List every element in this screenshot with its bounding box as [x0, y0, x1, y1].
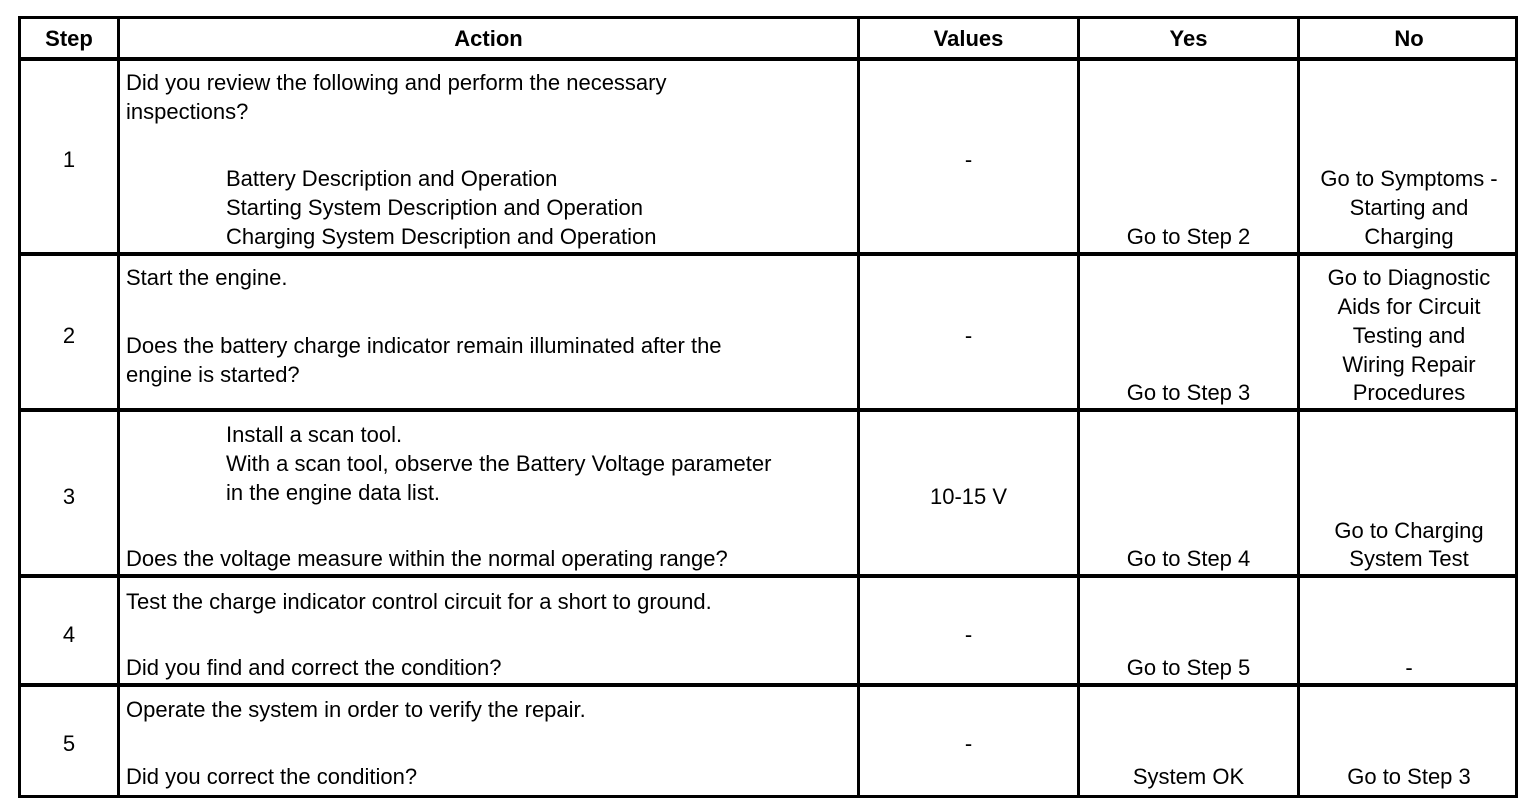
no-cell-line: -: [1405, 655, 1413, 680]
action-list-item: Charging System Description and Operation: [226, 224, 657, 249]
action-text: Start the engine.: [126, 265, 288, 290]
no-cell-line: Wiring Repair: [1342, 352, 1476, 377]
header-no: No: [1394, 26, 1424, 51]
no-cell-line: Starting and: [1349, 195, 1469, 220]
header-yes: Yes: [1169, 26, 1208, 51]
step-number: 4: [62, 622, 76, 647]
value-cell: -: [964, 147, 973, 172]
no-cell-line: Procedures: [1352, 380, 1466, 405]
diagnostic-table: [18, 16, 1518, 798]
header-action: Action: [454, 26, 523, 51]
step-number: 3: [62, 484, 76, 509]
no-cell-line: Go to Symptoms -: [1320, 166, 1498, 191]
row-divider: [21, 408, 1515, 412]
no-cell-line: Aids for Circuit: [1337, 294, 1481, 319]
action-text: Operate the system in order to verify the repair.: [126, 697, 586, 722]
header-step: Step: [45, 26, 93, 51]
action-text: Did you review the following and perform the necessary: [126, 70, 667, 95]
no-cell-line: System Test: [1349, 546, 1469, 571]
row-divider: [21, 57, 1515, 61]
no-cell-line: Testing and: [1352, 323, 1466, 348]
value-cell: -: [964, 731, 973, 756]
action-list-item: Install a scan tool.: [226, 422, 403, 447]
value-cell: -: [964, 323, 973, 348]
step-number: 2: [62, 323, 76, 348]
action-list-item: Starting System Description and Operation: [226, 195, 643, 220]
step-number: 1: [62, 147, 76, 172]
action-question: Does the battery charge indicator remain illuminated after the: [126, 333, 722, 358]
yes-cell: Go to Step 5: [1126, 655, 1251, 680]
step-number: 5: [62, 731, 76, 756]
column-divider: [857, 19, 860, 795]
action-question: engine is started?: [126, 362, 300, 387]
yes-cell: Go to Step 4: [1126, 546, 1251, 571]
action-list-item: in the engine data list.: [226, 480, 441, 505]
no-cell-line: Go to Diagnostic: [1327, 265, 1491, 290]
no-cell-line: Go to Step 3: [1347, 764, 1471, 789]
action-list-item: With a scan tool, observe the Battery Voltage parameter: [226, 451, 772, 476]
row-divider: [21, 574, 1515, 578]
yes-cell: System OK: [1132, 764, 1245, 789]
row-divider: [21, 252, 1515, 256]
column-divider: [117, 19, 120, 795]
yes-cell: Go to Step 2: [1126, 224, 1251, 249]
row-divider: [21, 683, 1515, 687]
value-cell: 10-15 V: [929, 484, 1008, 509]
header-values: Values: [933, 26, 1004, 51]
action-list-item: Battery Description and Operation: [226, 166, 558, 191]
action-question: Did you correct the condition?: [126, 764, 418, 789]
no-cell-line: Charging: [1364, 224, 1454, 249]
action-question: Does the voltage measure within the normal operating range?: [126, 546, 728, 571]
yes-cell: Go to Step 3: [1126, 380, 1251, 405]
value-cell: -: [964, 622, 973, 647]
no-cell-line: Go to Charging: [1334, 518, 1484, 543]
action-text: Test the charge indicator control circuit for a short to ground.: [126, 589, 712, 614]
action-text: inspections?: [126, 99, 249, 124]
action-question: Did you find and correct the condition?: [126, 655, 502, 680]
